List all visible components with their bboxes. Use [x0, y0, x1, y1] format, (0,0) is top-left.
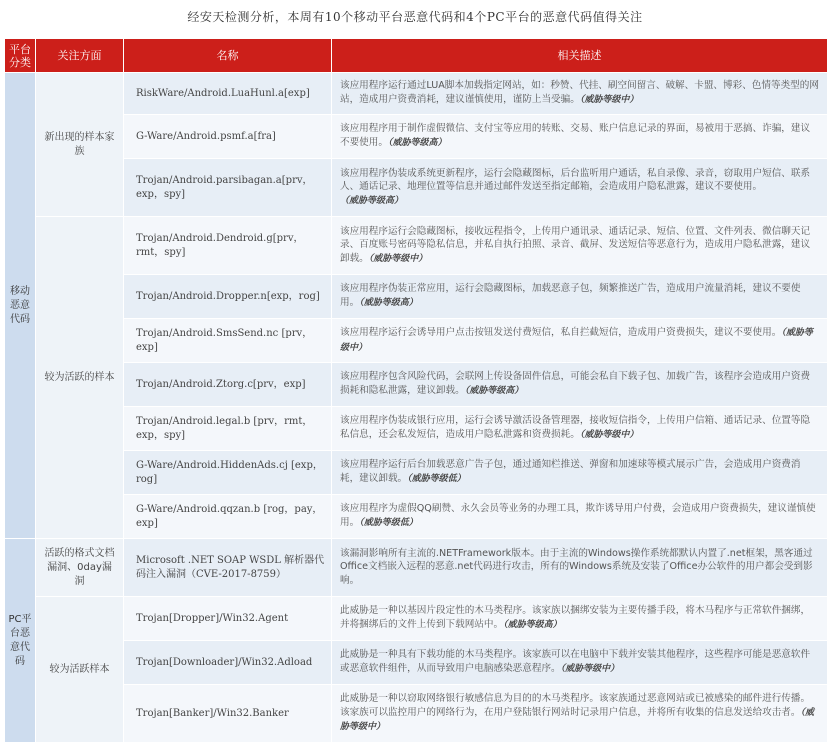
threat-level: （威胁等级高） — [359, 298, 418, 308]
malware-name: Trojan[Downloader]/Win32.Adload — [124, 641, 332, 685]
page-title: 经安天检测分析，本周有10个移动平台恶意代码和4个PC平台的恶意代码值得关注 — [187, 10, 643, 24]
table-row — [5, 495, 828, 539]
malware-description: 此威胁是一种以窃取网络银行敏感信息为目的的木马类程序。该家族通过恶意网站或已被感染的邮件进行传播。该家族可以监控用户的网络行为，在用户登陆银行网站时记录用户信息，并将所有收集的信息发送给攻击者。（威胁等级中） — [332, 685, 828, 743]
table-row — [5, 115, 828, 159]
threat-table — [4, 38, 828, 743]
malware-description: 该应用程序包含风险代码，会联网上传设备固件信息，可能会私自下载子包、加载广告，该程序会造成用户资费损耗和隐私泄露，建议卸载。（威胁等级高） — [332, 363, 828, 407]
table-row — [5, 685, 828, 743]
malware-description: 此威胁是一种具有下载功能的木马类程序。该家族可以在电脑中下载并安装其他程序，这些程序可能是恶意软件或恶意软件组件，从而导致用户电脑感染恶意程序。（威胁等级中） — [332, 641, 828, 685]
table-row — [5, 597, 828, 641]
platform-cell-pc: PC平台恶意代码 — [5, 539, 36, 743]
focus-cell-vuln: 活跃的格式文档漏洞、0day漏洞 — [36, 539, 124, 597]
threat-level: （威胁等级低） — [407, 474, 466, 484]
malware-name: Trojan/Android.SmsSend.nc [prv，exp] — [124, 319, 332, 363]
malware-name: Trojan/Android.Dropper.n[exp，rog] — [124, 275, 332, 319]
malware-name: G-Ware/Android.qqzan.b [rog，pay，exp] — [124, 495, 332, 539]
table-row — [5, 319, 828, 363]
threat-level: （威胁等级高） — [503, 620, 562, 630]
header-platform: 平台分类 — [5, 39, 36, 73]
malware-description: 该应用程序用于制作虚假微信、支付宝等应用的转账、交易、账户信息记录的界面，易被用于恶搞、诈骗，建议不要使用。（威胁等级高） — [332, 115, 828, 159]
platform-cell-mobile: 移动恶意代码 — [5, 73, 36, 539]
malware-description: 该漏洞影响所有主流的.NETFramework版本。由于主流的Windows操作系统都默认内置了.net框架，黑客通过Office文档嵌入远程的恶意.net代码进行攻击，所有的Windows系统及安装了Office办公软件的用户都会受到影响。 — [332, 539, 828, 597]
malware-name: Trojan[Banker]/Win32.Banker — [124, 685, 332, 743]
malware-name: Trojan/Android.Dendroid.g[prv，rmt，spy] — [124, 217, 332, 275]
table-header — [5, 39, 828, 73]
table-row — [5, 539, 828, 597]
malware-name: RiskWare/Android.LuaHunl.a[exp] — [124, 73, 332, 115]
malware-name: G-Ware/Android.psmf.a[fra] — [124, 115, 332, 159]
threat-level: （威胁等级高） — [464, 386, 524, 396]
threat-level: （威胁等级中） — [340, 327, 813, 353]
malware-description: 该应用程序运行后台加载恶意广告子包，通过通知栏推送、弹窗和加速球等模式展示广告，会造成用户资费消耗，建议卸载。（威胁等级低） — [332, 451, 828, 495]
malware-description: 该应用程序运行会诱导用户点击按钮发送付费短信，私自拦截短信，造成用户资费损失，建议不要使用。（威胁等级中） — [332, 319, 828, 363]
threat-level: （威胁等级中） — [579, 95, 639, 105]
threat-level: （威胁等级高） — [387, 138, 447, 148]
focus-cell-active-mobile: 较为活跃的样本 — [36, 217, 124, 539]
malware-description: 该应用程序伪装成银行应用，运行会诱导激活设备管理器，接收短信指令，上传用户信箱、通话记录、位置等隐私信息，还会私发短信，造成用户隐私泄露和资费损耗。（威胁等级中） — [332, 407, 828, 451]
malware-name: Microsoft .NET SOAP WSDL 解析器代码注入漏洞（CVE-2017-8759） — [124, 539, 332, 597]
table-row — [5, 641, 828, 685]
malware-description: 该应用程序运行会隐藏图标，接收远程指令，上传用户通讯录、通话记录、短信、位置、文件列表、微信聊天记录、百度账号密码等隐私信息，并私自执行拍照、录音、截屏、发送短信等恶意行为，造成用户隐私泄露，建议卸载。（威胁等级中） — [332, 217, 828, 275]
malware-name: Trojan/Android.parsibagan.a[prv，exp，spy] — [124, 159, 332, 217]
table-row — [5, 451, 828, 495]
threat-level: （威胁等级中） — [579, 430, 639, 440]
table-row — [5, 363, 828, 407]
table-row — [5, 159, 828, 217]
threat-level: （威胁等级高） — [340, 195, 404, 206]
malware-description: 该应用程序伪装成系统更新程序，运行会隐藏图标，后台监听用户通话，私自录像、录音，窃取用户短信、联系人、通话记录、地理位置等信息并通过邮件发送至指定邮箱，会造成用户隐私泄露，建议不要使用。（威胁等级高） — [332, 159, 828, 217]
table-row — [5, 407, 828, 451]
focus-cell-new-family: 新出现的样本家族 — [36, 73, 124, 217]
table-row — [5, 73, 828, 115]
threat-level: （威胁等级低） — [359, 518, 418, 528]
header-name: 名称 — [124, 39, 332, 73]
malware-name: Trojan/Android.Ztorg.c[prv，exp] — [124, 363, 332, 407]
threat-level: （威胁等级中） — [368, 253, 428, 264]
malware-description: 此威胁是一种以基因片段定性的木马类程序。该家族以捆绑安装为主要传播手段，将木马程序与正常软件捆绑，并将捆绑后的文件上传到下载网站中。（威胁等级高） — [332, 597, 828, 641]
threat-level: （威胁等级中） — [560, 664, 620, 674]
malware-name: Trojan[Dropper]/Win32.Agent — [124, 597, 332, 641]
header-description: 相关描述 — [332, 39, 828, 73]
header-focus: 关注方面 — [36, 39, 124, 73]
table-row — [5, 217, 828, 275]
malware-description: 该应用程序伪装正常应用，运行会隐藏图标，加载恶意子包，频繁推送广告，造成用户流量消耗，建议不要使用。（威胁等级高） — [332, 275, 828, 319]
malware-description: 该应用程序运行通过LUA脚本加载指定网站，如：秒赞、代挂、刷空间留言、破解、卡盟、博彩、色情等类型的网站，造成用户资费消耗，建议谨慎使用，谨防上当受骗。（威胁等级中） — [332, 73, 828, 115]
malware-description: 该应用程序为虚假QQ刷赞、永久会员等业务的办理工具，欺诈诱导用户付费，会造成用户资费损失，建议谨慎使用。（威胁等级低） — [332, 495, 828, 539]
table-row — [5, 275, 828, 319]
threat-level: （威胁等级中） — [340, 707, 815, 733]
focus-cell-active-pc: 较为活跃样本 — [36, 597, 124, 743]
malware-name: G-Ware/Android.HiddenAds.cj [exp，rog] — [124, 451, 332, 495]
malware-name: Trojan/Android.legal.b [prv，rmt，exp，spy] — [124, 407, 332, 451]
